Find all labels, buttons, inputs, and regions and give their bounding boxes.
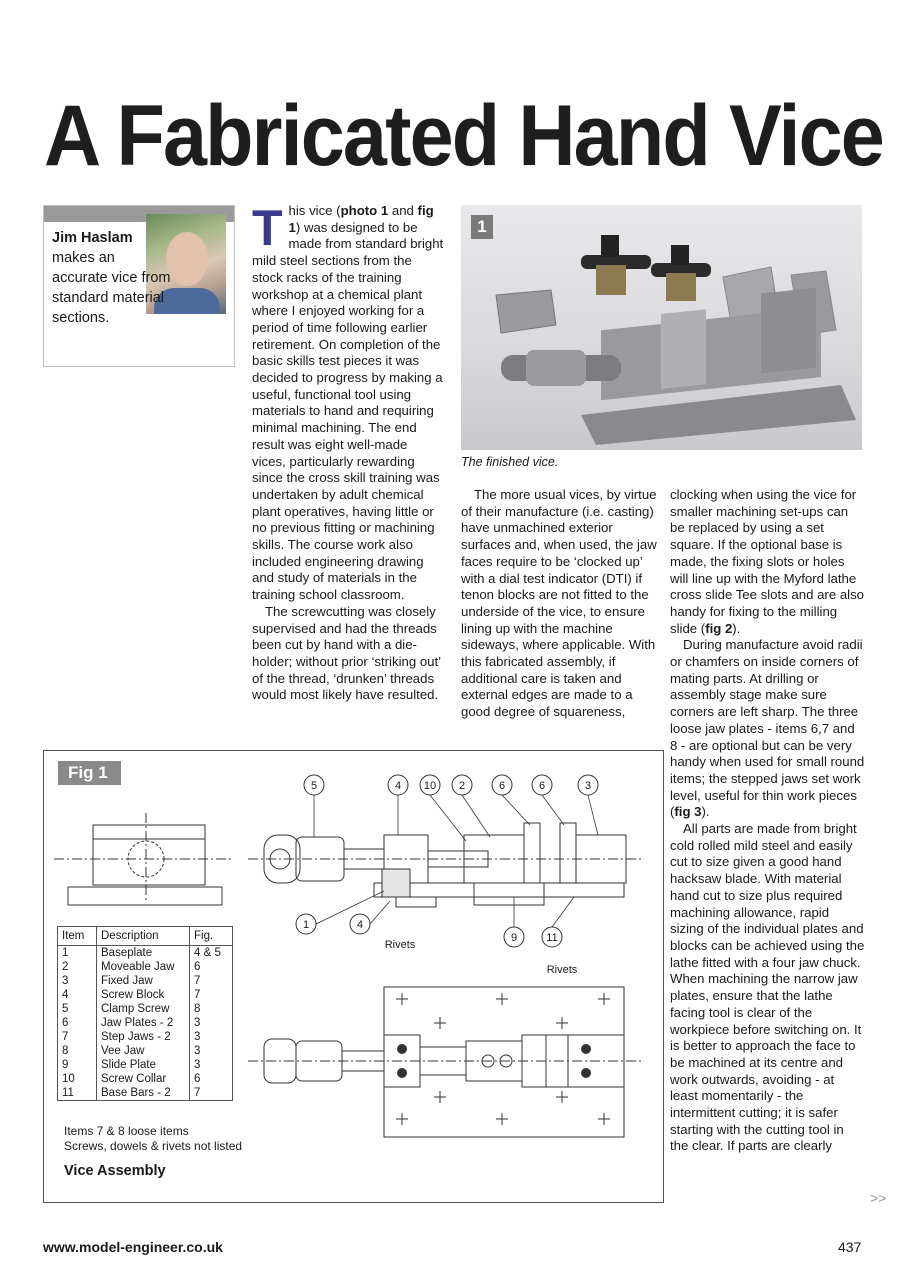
callout-5: 5 bbox=[310, 780, 318, 792]
note-not-listed: Screws, dowels & rivets not listed bbox=[64, 1139, 243, 1153]
jaw-plate-side bbox=[524, 823, 540, 883]
figure-title: Vice Assembly bbox=[64, 1163, 166, 1179]
drop-cap: T bbox=[252, 200, 283, 256]
figure-1-box bbox=[43, 750, 664, 1203]
end-view-jaw-body bbox=[93, 839, 205, 885]
callout-9: 9 bbox=[510, 932, 518, 944]
col3-paragraph-1: clocking when using the vice for smaller machining set-ups can be replaced by using a set square. If the optional base is made, the fixing slots or holes will line up with the Myford lathe cross slide Tee slots and are also handy for fixing to the milling slide (fig 2). bbox=[670, 487, 865, 636]
callout-11: 11 bbox=[546, 932, 558, 944]
col1-paragraph-1: This vice (photo 1 and fig 1) was designed to be made from standard bright mild steel sections from the stock racks of the training workshop at a chemical plant where I enjoyed working for a period of time following earlier retirement. On completion of the basic skills test pieces it was decided to progress by making a useful, functional tool using materials to hand and requiring minimal machining. The end result was eight well-made vices, particularly rewarding since the cross skill training was undertaken by adult chemical plant operatives, having little or no previous fitting or machining skills. The course work also included engineering drawing and study of materials in the training school classroom. bbox=[252, 200, 444, 603]
table-row: 8 Vee Jaw 3 bbox=[58, 1044, 233, 1058]
rivets-label-2: Rivets bbox=[546, 964, 578, 976]
table-row: 4 Screw Block 7 bbox=[58, 988, 233, 1002]
photo-finished-vice bbox=[461, 205, 862, 450]
author-name: Jim Haslam bbox=[52, 230, 133, 246]
parts-table-header: Item Description Fig. bbox=[58, 927, 233, 946]
column-1 bbox=[252, 200, 444, 704]
page-number: 437 bbox=[838, 1239, 862, 1255]
figure-notes bbox=[64, 1124, 242, 1154]
callout-10: 10 bbox=[423, 780, 437, 792]
fig-2-ref: fig 2 bbox=[705, 620, 733, 636]
table-row: 9 Slide Plate 3 bbox=[58, 1058, 233, 1072]
column-3 bbox=[670, 487, 865, 1155]
note-loose-items: Items 7 & 8 loose items bbox=[64, 1124, 189, 1138]
article-title: A Fabricated Hand Vice bbox=[44, 88, 883, 184]
photo-1-ref: photo 1 bbox=[340, 203, 389, 218]
rivets-label-1: Rivets bbox=[384, 939, 416, 951]
table-row: 7 Step Jaws - 2 3 bbox=[58, 1030, 233, 1044]
author-blurb bbox=[52, 228, 172, 328]
fig-3-ref: fig 3 bbox=[674, 804, 702, 820]
photo-number: 1 bbox=[471, 215, 493, 239]
fixed-jaw-side bbox=[576, 835, 626, 883]
table-row: 10 Screw Collar 6 bbox=[58, 1072, 233, 1086]
author-box bbox=[43, 205, 235, 367]
col3-paragraph-3: All parts are made from bright cold rolled mild steel and easily cut to size given a good hand hacksaw blade. With material hand cut to size plus required machining allowance, rapid sizing of the individual plates and blocks can be achieved using the lathe fitted with a four jaw chuck. When machining the narrow jaw plates, ensure that the lathe facing tool is clear of the workpiece before switching on. It is better to approach the face to be machined at its centre and work outwards, avoiding - at least momentarily - the intermittent cutting; it is safer starting with the cutting tool in the clear. If parts are clearly bbox=[670, 821, 865, 1154]
end-view-jaw-top bbox=[93, 825, 205, 839]
callout-4b: 4 bbox=[356, 919, 364, 931]
table-row: 3 Fixed Jaw 7 bbox=[58, 974, 233, 988]
callout-6b: 6 bbox=[538, 780, 546, 792]
table-row: 1 Baseplate 4 & 5 bbox=[58, 946, 233, 961]
continue-chevron-icon: >> bbox=[870, 1190, 887, 1206]
callout-4: 4 bbox=[394, 780, 402, 792]
table-row: 11 Base Bars - 2 7 bbox=[58, 1086, 233, 1101]
col2-paragraph-1: The more usual vices, by virtue of their manufacture (i.e. casting) have unmachined exterior surfaces and, when used, the jaw faces require to be ‘clocked up’ with a dial test indicator (DTI) if tenon blocks are not fitted to the underside of the vice, to ensure lining up with the machine sideways, where applicable. With this fabricated assembly, if additional care is taken and external edges are made to a good degree of squareness, bbox=[461, 487, 657, 720]
table-row: 6 Jaw Plates - 2 3 bbox=[58, 1016, 233, 1030]
end-view-base bbox=[68, 887, 222, 905]
vice-photo-illustration bbox=[461, 205, 862, 450]
author-face bbox=[166, 232, 208, 286]
author-description: makes an accurate vice from standard material sections. bbox=[52, 250, 171, 326]
figure-tag: Fig 1 bbox=[58, 761, 121, 785]
photo-caption: The finished vice. bbox=[461, 455, 559, 469]
fig-1-ref: fig 1 bbox=[288, 203, 434, 235]
baseplate-side bbox=[374, 883, 624, 897]
column-2 bbox=[461, 487, 657, 721]
parts-table bbox=[57, 926, 233, 1101]
col1-paragraph-2: The screwcutting was closely supervised and had the threads been cut by hand with a die-holder; without prior ‘striking out’ of the thread, ‘drunken’ threads would most likely have resulted. bbox=[252, 603, 441, 703]
callout-6a: 6 bbox=[498, 780, 506, 792]
table-row: 5 Clamp Screw 8 bbox=[58, 1002, 233, 1016]
footer-url[interactable]: www.model-engineer.co.uk bbox=[43, 1239, 223, 1255]
col3-paragraph-2: During manufacture avoid radii or chamfers on inside corners of mating parts. At drilling or assembly stage make sure corners are left sharp. The three loose jaw plates - items 6,7 and 8 - are optional but can be very handy when used for small round items; the stepped jaws set work level, useful for thin work pieces (fig 3). bbox=[670, 637, 865, 820]
callout-1: 1 bbox=[302, 919, 310, 931]
callout-3: 3 bbox=[584, 780, 592, 792]
table-row: 2 Moveable Jaw 6 bbox=[58, 960, 233, 974]
callout-2: 2 bbox=[458, 780, 466, 792]
